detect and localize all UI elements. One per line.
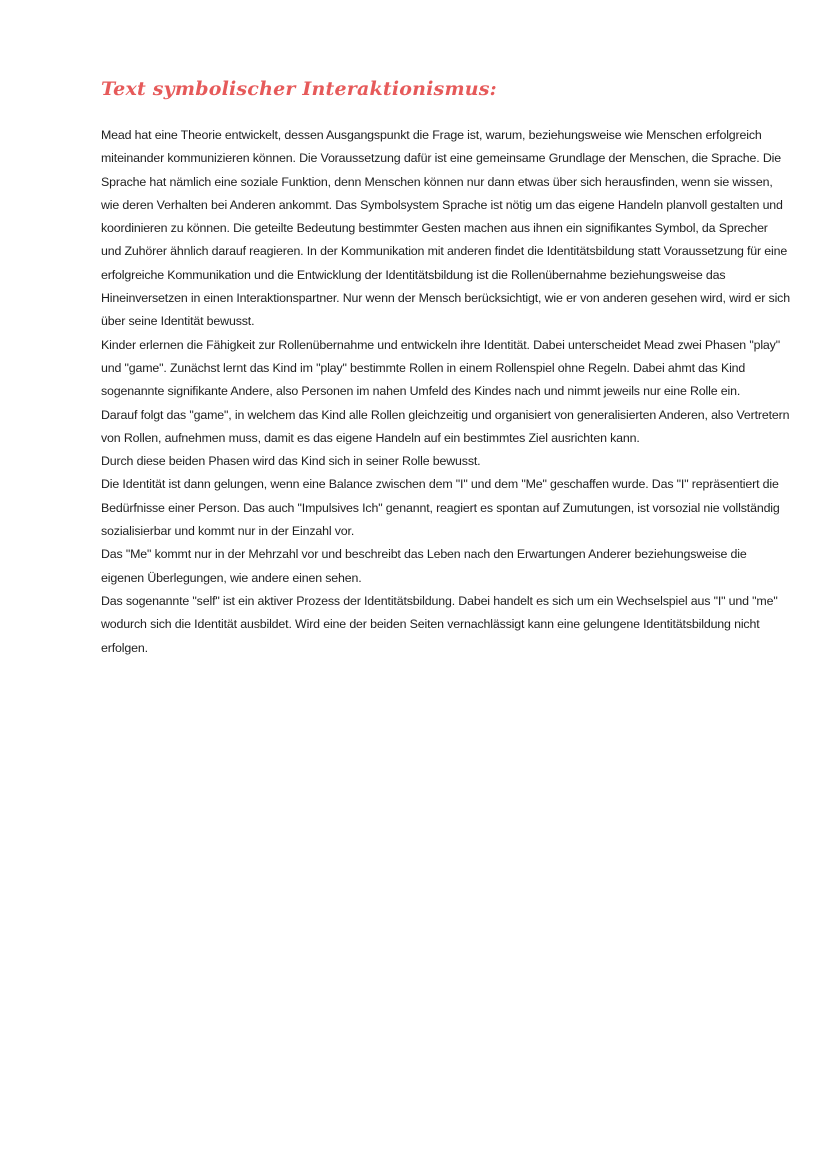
document-body bbox=[101, 124, 791, 660]
paragraph-mead-theory: Mead hat eine Theorie entwickelt, dessen Ausgangspunkt die Frage ist, warum, beziehungsweise wie Menschen erfolgreich miteinander kommunizieren können. Die Voraussetzung dafür ist eine gemeinsame Grundlage der Menschen, die Sprache. Die Sprache hat nämlich eine soziale Funktion, denn Menschen können nur dann etwas über sich herausfinden, wenn sie wissen, wie deren Verhalten bei Anderen ankommt. Das Symbolsystem Sprache ist nötig um das eigene Handeln planvoll gestalten und koordinieren zu können. Die geteilte Bedeutung bestimmter Gesten machen aus ihnen ein signifikantes Symbol, da Sprecher und Zuhörer ähnlich darauf reagieren. In der Kommunikation mit anderen findet die Identitätsbildung statt Voraussetzung für eine erfolgreiche Kommunikation und die Entwicklung der Identitätsbildung ist die Rollenübernahme beziehungsweise das Hineinversetzen in einen Interaktionspartner. Nur wenn der Mensch berücksichtigt, wie er von anderen gesehen wird, wird er sich über seine Identität bewusst. bbox=[101, 128, 790, 329]
paragraph-self-definition: Das sogenannte "self" ist ein aktiver Prozess der Identitätsbildung. Dabei handelt es sich um ein Wechselspiel aus "I" und "me" wodurch sich die Identität ausbildet. Wird eine der beiden Seiten vernachlässigt kann eine gelungene Identitätsbildung nicht erfolgen. bbox=[101, 593, 778, 655]
paragraph-i-definition: Die Identität ist dann gelungen, wenn eine Balance zwischen dem "I" und dem "Me" geschaffen wurde. Das "I" repräsentiert die Bedürfnisse einer Person. Das auch "Impulsives Ich" genannt, reagiert es spontan auf Zumutungen, ist vorsozial nie vollständig sozialisierbar und kommt nur in der Einzahl vor. bbox=[101, 477, 780, 539]
paragraph-play-phase: Kinder erlernen die Fähigkeit zur Rollenübernahme und entwickeln ihre Identität. Dabei unterscheidet Mead zwei Phasen "play" und "game". Zunächst lernt das Kind im "play" bestimmte Rollen in einem Rollenspiel ohne Regeln. Dabei ahmt das Kind sogenannte signifikante Andere, also Personen im nahen Umfeld des Kindes nach und nimmt jeweils nur eine Rolle ein. bbox=[101, 337, 780, 399]
paragraph-role-awareness: Durch diese beiden Phasen wird das Kind sich in seiner Rolle bewusst. bbox=[101, 454, 481, 469]
paragraph-game-phase: Darauf folgt das "game", in welchem das Kind alle Rollen gleichzeitig und organisiert von generalisierten Anderen, also Vertretern von Rollen, aufnehmen muss, damit es das eigene Handeln auf ein bestimmtes Ziel ausrichten kann. bbox=[101, 407, 790, 445]
paragraph-me-definition: Das "Me" kommt nur in der Mehrzahl vor und beschreibt das Leben nach den Erwartungen Anderer beziehungsweise die eigenen Überlegungen, wie andere einen sehen. bbox=[101, 547, 747, 585]
document-title: Text symbolischer Interaktionismus: bbox=[101, 78, 497, 100]
